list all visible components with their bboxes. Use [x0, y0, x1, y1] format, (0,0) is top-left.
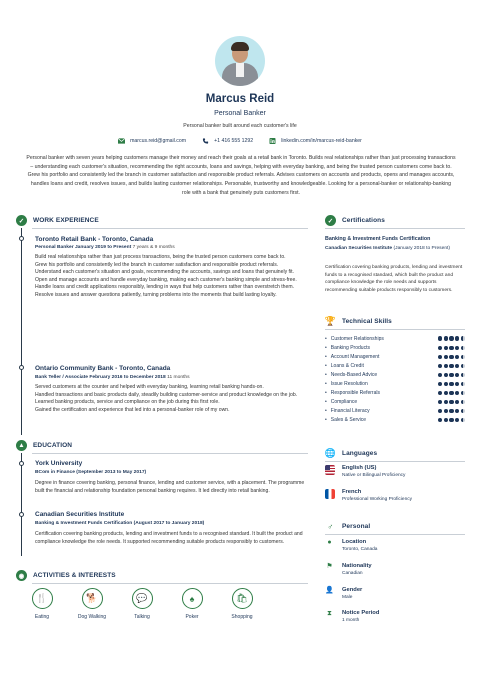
- skills-heading: [325, 316, 392, 327]
- languages-heading: [325, 448, 377, 459]
- skill-rating: [438, 364, 465, 368]
- rating-dot: [455, 418, 459, 422]
- rating-dot: [455, 391, 459, 395]
- activity-label: Shopping: [231, 614, 253, 620]
- personal-item: [325, 587, 362, 600]
- rating-dot: [461, 418, 465, 422]
- rating-dot: [444, 409, 448, 413]
- skills-list: [325, 334, 465, 425]
- language-item: [325, 489, 412, 502]
- skill-row: [325, 407, 465, 416]
- phone-text: +1 416 555 1292: [214, 138, 254, 144]
- us-flag-icon: [325, 465, 335, 475]
- rating-dot: [449, 391, 453, 395]
- linkedin-text: linkedin.com/in/marcus-reid-banker: [281, 138, 362, 144]
- personal-value: Canadian: [342, 571, 363, 576]
- skill-rating: [438, 409, 465, 413]
- rating-dot: [449, 346, 453, 350]
- education-title: EDUCATION: [33, 442, 73, 449]
- skill-row: [325, 334, 465, 343]
- rating-dot: [444, 400, 448, 404]
- graduation-cap-icon: ▲: [16, 440, 27, 451]
- school-name: York University: [35, 460, 83, 467]
- skill-name: • Financial Literacy: [325, 408, 370, 414]
- rating-dot: [444, 418, 448, 422]
- languages-title: Languages: [342, 450, 378, 457]
- activity-item: [122, 588, 162, 620]
- section-divider: [325, 534, 465, 535]
- rating-dot: [449, 418, 453, 422]
- rating-dot: [449, 382, 453, 386]
- candidate-tagline: Personal banker built around each customer's life: [183, 123, 297, 129]
- shopping-icon: 🛍: [232, 588, 253, 609]
- section-divider: [325, 329, 465, 330]
- rating-dot: [455, 346, 459, 350]
- linkedin-contact[interactable]: [269, 138, 362, 144]
- activity-label: Talking: [134, 614, 150, 620]
- contact-bar: [0, 138, 480, 144]
- skill-name: • Sales & Service: [325, 417, 366, 423]
- personal-value: Toronto, Canada: [342, 547, 378, 552]
- person-icon: 👤: [325, 587, 334, 594]
- personal-label: Nationality: [342, 563, 372, 569]
- personal-label: Location: [342, 539, 367, 545]
- professional-summary: Personal banker with seven years helping customers manage their money and reach their goals at a retail bank in Toronto. Builds real relationships rather than just processing transactions – understanding each customer's situation, recommending the right accounts, loans and savings, helping with everyday banking, and being the trusted person customers come back to. Grew his portfolio and consistently led the branch in customer satisfaction and responsible product referrals. Advises customers on accounts and products, opens and manages accounts, handles loans and credit, resolves issues, and builds lasting customer relationships. Personable, trustworthy and knowledgeable. Looking for a personal-banker or relationship-banking role with a bank that genuinely puts customers first.: [26, 155, 456, 196]
- rating-dot: [461, 355, 465, 359]
- degree-subtitle: Banking & Investment Funds Certification (August 2017 to January 2018): [35, 521, 205, 526]
- job-description: [35, 384, 307, 414]
- job-line: Learned banking products, service and compliance on the job during this first role.: [35, 399, 220, 405]
- job-line: Resolve issues and answer questions patiently, turning problems into the moments that build lasting loyalty.: [35, 291, 277, 298]
- degree-subtitle: BCom in Finance (September 2013 to May 2017): [35, 470, 147, 475]
- rating-dot: [444, 336, 448, 340]
- rating-dot: [444, 346, 448, 350]
- activity-item: [172, 588, 212, 620]
- rating-dot: [438, 400, 442, 404]
- certifications-title: Certifications: [342, 217, 385, 224]
- rating-dot: [455, 382, 459, 386]
- skill-row: [325, 389, 465, 398]
- language-name: English (US): [342, 465, 377, 471]
- skill-rating: [438, 336, 465, 340]
- activity-label: Eating: [34, 614, 50, 620]
- certifications-heading: [325, 215, 385, 226]
- activity-item: [222, 588, 262, 620]
- phone-contact[interactable]: [202, 138, 253, 144]
- skills-title: Technical Skills: [342, 318, 392, 325]
- certification-title: Banking & Investment Funds Certification: [325, 236, 431, 242]
- skill-rating: [438, 355, 465, 359]
- job-subtitle: [35, 375, 190, 380]
- personal-label: Gender: [342, 587, 363, 593]
- skill-row: [325, 361, 465, 370]
- job-duration: 11 months: [167, 375, 190, 380]
- job-title: Ontario Community Bank - Toronto, Canada: [35, 365, 171, 372]
- education-description: Degree in finance covering banking, personal finance, lending and customer service, with a placement. The programme built the financial and relationship foundation personal banking requires. It led directly into retail banking.: [35, 480, 305, 494]
- certificate-icon: ✓: [325, 215, 336, 226]
- skill-row: [325, 352, 465, 361]
- work-experience-heading: [16, 215, 99, 226]
- certification-description: Certification covering banking products, lending and investment funds to a recognised standard, which built the product and compliance knowledge the role needs and supports recommending suitable products responsibly to customers.: [325, 265, 463, 294]
- skill-name: • Customer Relationships: [325, 336, 384, 342]
- language-name: French: [342, 489, 362, 495]
- skill-name: • Needs-Based Advice: [325, 372, 377, 378]
- rating-dot: [438, 373, 442, 377]
- personal-value: Male: [342, 595, 353, 600]
- timeline-dot: [19, 512, 24, 517]
- rating-dot: [444, 382, 448, 386]
- rating-dot: [461, 391, 465, 395]
- personal-value: 1 month: [342, 618, 360, 623]
- skill-name: • Compliance: [325, 399, 357, 405]
- rating-dot: [438, 391, 442, 395]
- email-text: marcus.reid@gmail.com: [130, 138, 187, 144]
- rating-dot: [455, 336, 459, 340]
- rating-dot: [438, 346, 442, 350]
- globe-icon: 🌐: [324, 448, 337, 458]
- rating-dot: [461, 336, 465, 340]
- rating-dot: [438, 382, 442, 386]
- rating-dot: [438, 409, 442, 413]
- eating-icon: 🍴: [32, 588, 53, 609]
- job-duration: 7 years & 9 months: [132, 245, 175, 250]
- france-flag-icon: [325, 489, 335, 499]
- activity-label: Dog Walking: [77, 614, 107, 620]
- certification-issuer-name: Canadian Securities Institute: [325, 246, 393, 251]
- skill-rating: [438, 346, 465, 350]
- job-line: Understand each customer's situation and goals, recommending the accounts, savings and loans that genuinely fit.: [35, 269, 294, 275]
- language-level: Professional Working Proficiency: [342, 497, 413, 502]
- skill-rating: [438, 391, 465, 395]
- rating-dot: [449, 373, 453, 377]
- personal-heading: [325, 521, 370, 532]
- job-title: Toronto Retail Bank - Toronto, Canada: [35, 236, 154, 243]
- rating-dot: [438, 355, 442, 359]
- timeline-dot: [19, 365, 24, 370]
- poker-icon: ♠: [182, 588, 203, 609]
- rating-dot: [449, 355, 453, 359]
- job-role-dates: Bank Teller / Associate February 2016 to December 2018: [35, 375, 166, 380]
- email-contact[interactable]: [118, 138, 186, 144]
- job-line: Gained the certification and experience that led into a personal-banker role of my own.: [35, 406, 230, 413]
- certification-dates: (January 2018 to Present): [393, 246, 451, 251]
- rating-dot: [449, 400, 453, 404]
- activities-heading: [16, 570, 116, 581]
- activities-list: [22, 588, 262, 620]
- section-divider: [325, 461, 465, 462]
- work-section-icon: ✓: [16, 215, 27, 226]
- skill-name: • Account Management: [325, 354, 379, 360]
- rating-dot: [461, 364, 465, 368]
- activities-section-icon: ◉: [16, 570, 27, 581]
- job-line: Build real relationships rather than just process transactions, being the trusted person customers come back to.: [35, 254, 286, 260]
- section-divider: [325, 228, 465, 229]
- job-line: Handle loans and credit applications responsibly, lending in ways that help customers rather than overstretch them.: [35, 284, 294, 290]
- job-line: Served customers at the counter and helped with everyday banking, learning retail banking hands-on.: [35, 384, 264, 390]
- personal-label: Notice Period: [342, 610, 380, 616]
- skill-name: • Responsible Referrals: [325, 390, 380, 396]
- section-divider: [32, 228, 308, 229]
- rating-dot: [461, 382, 465, 386]
- rating-dot: [444, 391, 448, 395]
- job-line: Grew his portfolio and consistently led the branch in customer satisfaction and responsible product referrals.: [35, 261, 279, 268]
- skill-rating: [438, 382, 465, 386]
- rating-dot: [455, 355, 459, 359]
- rating-dot: [455, 373, 459, 377]
- section-divider: [32, 583, 308, 584]
- job-description: [35, 254, 303, 299]
- education-heading: [16, 440, 72, 451]
- phone-icon: [202, 138, 209, 144]
- skill-rating: [438, 400, 465, 404]
- rating-dot: [438, 336, 442, 340]
- certification-issuer: [325, 246, 460, 253]
- rating-dot: [461, 400, 465, 404]
- candidate-name: Marcus Reid: [205, 93, 275, 105]
- skill-name: • Loans & Credit: [325, 363, 364, 369]
- rating-dot: [461, 409, 465, 413]
- rating-dot: [449, 364, 453, 368]
- flag-icon: ⚑: [326, 563, 333, 570]
- gender-icon: ♂: [327, 522, 334, 531]
- rating-dot: [438, 364, 442, 368]
- skill-row: [325, 343, 465, 352]
- profile-photo: [215, 36, 265, 86]
- email-icon: [118, 138, 125, 144]
- personal-item: [325, 539, 377, 552]
- rating-dot: [444, 373, 448, 377]
- section-divider: [32, 453, 308, 454]
- activity-item: [22, 588, 62, 620]
- language-level: Native or Bilingual Proficiency: [342, 473, 406, 478]
- skill-row: [325, 398, 465, 407]
- rating-dot: [455, 409, 459, 413]
- skill-row: [325, 416, 465, 425]
- skill-name: • Banking Products: [325, 345, 370, 351]
- skill-rating: [438, 373, 465, 377]
- skill-row: [325, 379, 465, 388]
- timeline-dot: [19, 236, 24, 241]
- activity-label: Poker: [185, 614, 199, 620]
- candidate-title: Personal Banker: [214, 110, 266, 117]
- job-role-dates: Personal Banker January 2019 to Present: [35, 245, 132, 250]
- rating-dot: [449, 336, 453, 340]
- personal-item: [325, 563, 372, 576]
- rating-dot: [449, 409, 453, 413]
- work-experience-title: WORK EXPERIENCE: [33, 217, 99, 224]
- work-timeline: [21, 228, 22, 435]
- rating-dot: [455, 400, 459, 404]
- personal-title: Personal: [342, 523, 371, 530]
- linkedin-icon: [269, 138, 276, 144]
- rating-dot: [461, 346, 465, 350]
- talking-icon: 💬: [132, 588, 153, 609]
- rating-dot: [444, 355, 448, 359]
- school-name: Canadian Securities Institute: [35, 511, 125, 518]
- rating-dot: [455, 364, 459, 368]
- job-subtitle: [35, 245, 175, 250]
- education-description: Certification covering banking products, lending and investment funds to a recognised standard. It built the product and compliance knowledge the role needs. It supported recommending suitable products responsibly to customers.: [35, 531, 303, 545]
- trophy-icon: 🏆: [324, 316, 337, 326]
- job-line: Handled transactions and basic products daily, steadily building customer-service and product knowledge on the job.: [35, 391, 298, 398]
- job-line: Open and manage accounts and handle everyday banking, making each customer's banking simple and stress-free.: [35, 276, 297, 283]
- activity-item: [72, 588, 112, 620]
- activities-title: ACTIVITIES & INTERESTS: [33, 572, 116, 579]
- language-item: [325, 465, 405, 478]
- location-pin-icon: ●: [327, 539, 332, 546]
- timeline-dot: [19, 461, 24, 466]
- skill-name: • Issue Resolution: [325, 381, 368, 387]
- personal-item: [325, 610, 379, 623]
- hourglass-icon: ⧗: [327, 610, 332, 617]
- rating-dot: [438, 418, 442, 422]
- dog-walking-icon: 🐕: [82, 588, 103, 609]
- skill-row: [325, 370, 465, 379]
- skill-rating: [438, 418, 465, 422]
- education-timeline: [21, 453, 22, 556]
- rating-dot: [461, 373, 465, 377]
- rating-dot: [444, 364, 448, 368]
